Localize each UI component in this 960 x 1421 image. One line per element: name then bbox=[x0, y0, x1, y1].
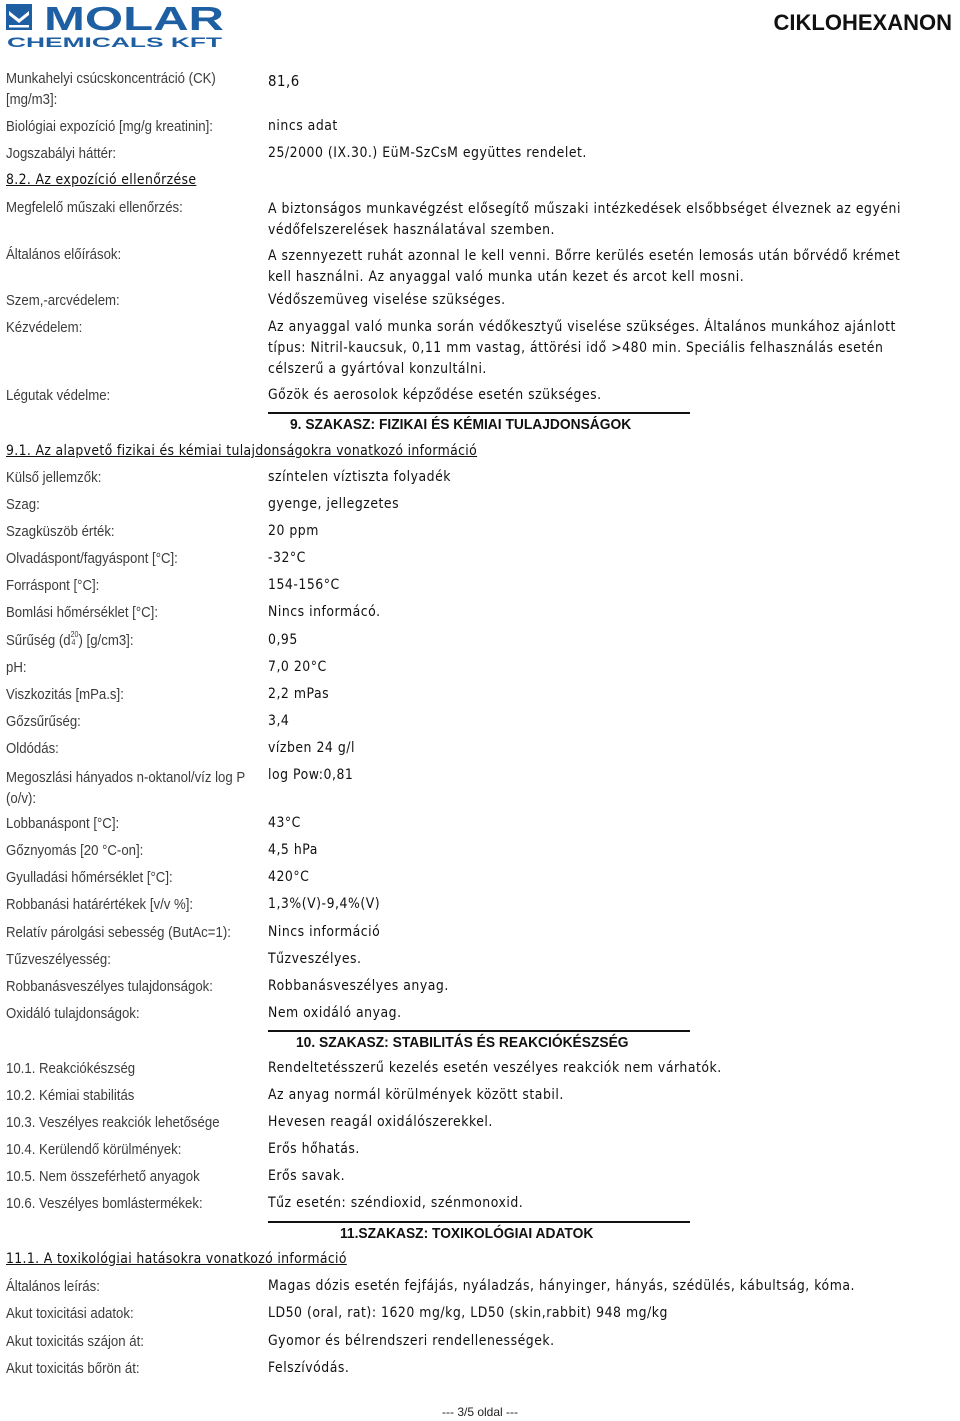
value-legal-background: 25/2000 (IX.30.) EüM-SzCsM együttes rendelet. bbox=[268, 145, 587, 161]
label-hand-protection: Kézvédelem: bbox=[6, 319, 83, 336]
value-hazardous-reactions: Hevesen reagál oxidálószerekkel. bbox=[268, 1114, 493, 1130]
label-ph: pH: bbox=[6, 659, 27, 676]
company-logo bbox=[4, 0, 226, 50]
section-9-heading: 9. SZAKASZ: FIZIKAI ÉS KÉMIAI TULAJDONSÁGOK bbox=[290, 416, 632, 433]
svg-text:CHEMICALS KFT: CHEMICALS KFT bbox=[7, 34, 223, 50]
value-acute-toxicity-oral: Gyomor és bélrendszeri rendellenességek. bbox=[268, 1333, 555, 1349]
label-density-pre: Sűrűség (d bbox=[6, 632, 71, 649]
value-respiratory-protection: Gőzök és aerosolok képződése esetén szükséges. bbox=[268, 387, 602, 403]
label-chemical-stability: 10.2. Kémiai stabilitás bbox=[6, 1087, 135, 1104]
label-ck-line1: Munkahelyi csúcskoncentráció (CK) bbox=[6, 70, 216, 87]
value-ph: 7,0 20°C bbox=[268, 659, 327, 675]
label-vapor-pressure: Gőznyomás [20 °C-on]: bbox=[6, 842, 144, 859]
label-density bbox=[6, 632, 134, 649]
label-hazardous-reactions: 10.3. Veszélyes reakciók lehetősége bbox=[6, 1114, 220, 1131]
value-incompatible-materials: Erős savak. bbox=[268, 1168, 346, 1184]
label-general-description: Általános leírás: bbox=[6, 1278, 100, 1295]
label-acute-toxicity-data: Akut toxicitási adatok: bbox=[6, 1305, 134, 1322]
svg-text:MOLAR: MOLAR bbox=[44, 0, 225, 37]
label-explosive-properties: Robbanásveszélyes tulajdonságok: bbox=[6, 978, 213, 995]
section-10-rule bbox=[268, 1030, 690, 1032]
label-vapor-density: Gőzsűrűség: bbox=[6, 713, 81, 730]
value-appearance: színtelen víztiszta folyadék bbox=[268, 469, 452, 485]
section-8-2-title: 8.2. Az expozíció ellenőrzése bbox=[6, 172, 197, 188]
value-general-rules: A szennyezett ruhát azonnal le kell venni. Bőrre kerülés esetén lemosás után bőrvédő krémet kell használni. Az anyaggal való munka után kezet és arcot kell mosni. bbox=[268, 248, 901, 285]
value-ck: 81,6 bbox=[268, 72, 300, 90]
label-oxidizing-properties: Oxidáló tulajdonságok: bbox=[6, 1005, 140, 1022]
value-evaporation-rate: Nincs információ bbox=[268, 924, 381, 940]
value-odor-threshold: 20 ppm bbox=[268, 523, 319, 539]
label-conditions-to-avoid: 10.4. Kerülendő körülmények: bbox=[6, 1141, 182, 1158]
label-ignition-temperature: Gyulladási hőmérséklet [°C]: bbox=[6, 869, 173, 886]
label-eye-face-protection: Szem,-arcvédelem: bbox=[6, 292, 120, 309]
value-odor: gyenge, jellegzetes bbox=[268, 496, 400, 512]
label-decomposition-temperature: Bomlási hőmérséklet [°C]: bbox=[6, 604, 159, 621]
value-acute-toxicity-data: LD50 (oral, rat): 1620 mg/kg, LD50 (skin,rabbit) 948 mg/kg bbox=[268, 1305, 668, 1321]
value-oxidizing-properties: Nem oxidáló anyag. bbox=[268, 1005, 402, 1021]
label-decomposition-products: 10.6. Veszélyes bomlástermékek: bbox=[6, 1195, 203, 1212]
section-9-rule bbox=[268, 412, 690, 414]
section-11-1-subheading: 11.1. A toxikológiai hatásokra vonatkozó információ bbox=[6, 1251, 347, 1267]
label-incompatible-materials: 10.5. Nem összeférhető anyagok bbox=[6, 1168, 200, 1185]
value-engineering-controls: A biztonságos munkavégzést elősegítő műszaki intézkedések elsőbbséget élveznek az egyéni védőfelszerelések használatával szemben. bbox=[268, 201, 901, 238]
label-flammability: Tűzveszélyesség: bbox=[6, 951, 111, 968]
value-eye-face-protection: Védőszemüveg viselése szükséges. bbox=[268, 292, 506, 308]
label-partition-coefficient: Megoszlási hányados n-oktanol/víz log P (o/v): bbox=[6, 769, 245, 807]
label-boiling-point: Forráspont [°C]: bbox=[6, 577, 100, 594]
value-acute-toxicity-dermal: Felszívódás. bbox=[268, 1360, 350, 1376]
value-density: 0,95 bbox=[268, 632, 298, 648]
label-density-sup: 20 bbox=[70, 630, 79, 639]
label-engineering-controls: Megfelelő műszaki ellenőrzés: bbox=[6, 199, 183, 216]
label-explosion-limits: Robbanási határértékek [v/v %]: bbox=[6, 896, 194, 913]
label-respiratory-protection: Légutak védelme: bbox=[6, 387, 111, 404]
document-title: CIKLOHEXANON bbox=[773, 10, 952, 35]
label-acute-toxicity-dermal: Akut toxicitás bőrön át: bbox=[6, 1360, 140, 1377]
value-reactivity: Rendeltetésszerű kezelés esetén veszélyes reakciók nem várhatók. bbox=[268, 1060, 722, 1076]
label-flash-point: Lobbanáspont [°C]: bbox=[6, 815, 120, 832]
value-hand-protection: Az anyaggal való munka során védőkesztyű viselése szükséges. Általános munkához ajánlott típus: Nitril-kaucsuk, 0,11 mm vastag, áttörési idő >480 min. Speciális felhasználás esetén célszerű a gyártóval konzultálni. bbox=[268, 319, 896, 377]
value-conditions-to-avoid: Erős hőhatás. bbox=[268, 1141, 360, 1157]
value-viscosity: 2,2 mPas bbox=[268, 686, 330, 702]
label-density-sub: 4 bbox=[71, 638, 76, 647]
label-reactivity: 10.1. Reakciókészség bbox=[6, 1060, 136, 1077]
label-melting-point: Olvadáspont/fagyáspont [°C]: bbox=[6, 550, 178, 567]
page-footer: --- 3/5 oldal --- bbox=[442, 1405, 519, 1419]
value-general-description: Magas dózis esetén fejfájás, nyáladzás, hányinger, hányás, szédülés, kábultság, kóma. bbox=[268, 1278, 856, 1294]
label-evaporation-rate: Relatív párolgási sebesség (ButAc=1): bbox=[6, 924, 231, 941]
label-general-rules: Általános előírások: bbox=[6, 246, 122, 263]
value-solubility: vízben 24 g/l bbox=[268, 740, 355, 756]
label-biological-exposure: Biológiai expozíció [mg/g kreatinin]: bbox=[6, 118, 213, 135]
label-ck-line2: [mg/m3]: bbox=[6, 91, 58, 108]
value-vapor-density: 3,4 bbox=[268, 713, 290, 729]
label-appearance: Külső jellemzők: bbox=[6, 469, 102, 486]
value-explosion-limits: 1,3%(V)-9,4%(V) bbox=[268, 896, 381, 912]
label-legal-background: Jogszabályi háttér: bbox=[6, 145, 117, 162]
value-boiling-point: 154-156°C bbox=[268, 577, 340, 593]
value-biological-exposure: nincs adat bbox=[268, 118, 338, 134]
section-11-rule bbox=[268, 1221, 690, 1223]
value-ignition-temperature: 420°C bbox=[268, 869, 310, 885]
value-melting-point: -32°C bbox=[268, 550, 306, 566]
value-partition-coefficient: log Pow:0,81 bbox=[268, 767, 354, 783]
label-solubility: Oldódás: bbox=[6, 740, 59, 757]
label-density-post: ) [g/cm3]: bbox=[78, 632, 134, 649]
label-odor-threshold: Szagküszöb érték: bbox=[6, 523, 115, 540]
label-acute-toxicity-oral: Akut toxicitás szájon át: bbox=[6, 1333, 144, 1350]
label-odor: Szag: bbox=[6, 496, 40, 513]
molar-logo-icon bbox=[4, 0, 226, 50]
value-vapor-pressure: 4,5 hPa bbox=[268, 842, 318, 858]
value-flash-point: 43°C bbox=[268, 815, 301, 831]
section-9-1-subheading: 9.1. Az alapvető fizikai és kémiai tulajdonságokra vonatkozó információ bbox=[6, 443, 478, 459]
value-chemical-stability: Az anyag normál körülmények között stabil. bbox=[268, 1087, 564, 1103]
value-decomposition-temperature: Nincs informácó. bbox=[268, 604, 381, 620]
value-flammability: Tűzveszélyes. bbox=[268, 951, 362, 967]
section-10-heading: 10. SZAKASZ: STABILITÁS ÉS REAKCIÓKÉSZSÉG bbox=[296, 1034, 629, 1051]
value-decomposition-products: Tűz esetén: széndioxid, szénmonoxid. bbox=[268, 1195, 524, 1211]
value-explosive-properties: Robbanásveszélyes anyag. bbox=[268, 978, 449, 994]
label-viscosity: Viszkozitás [mPa.s]: bbox=[6, 686, 124, 703]
section-11-heading: 11.SZAKASZ: TOXIKOLÓGIAI ADATOK bbox=[340, 1225, 594, 1242]
